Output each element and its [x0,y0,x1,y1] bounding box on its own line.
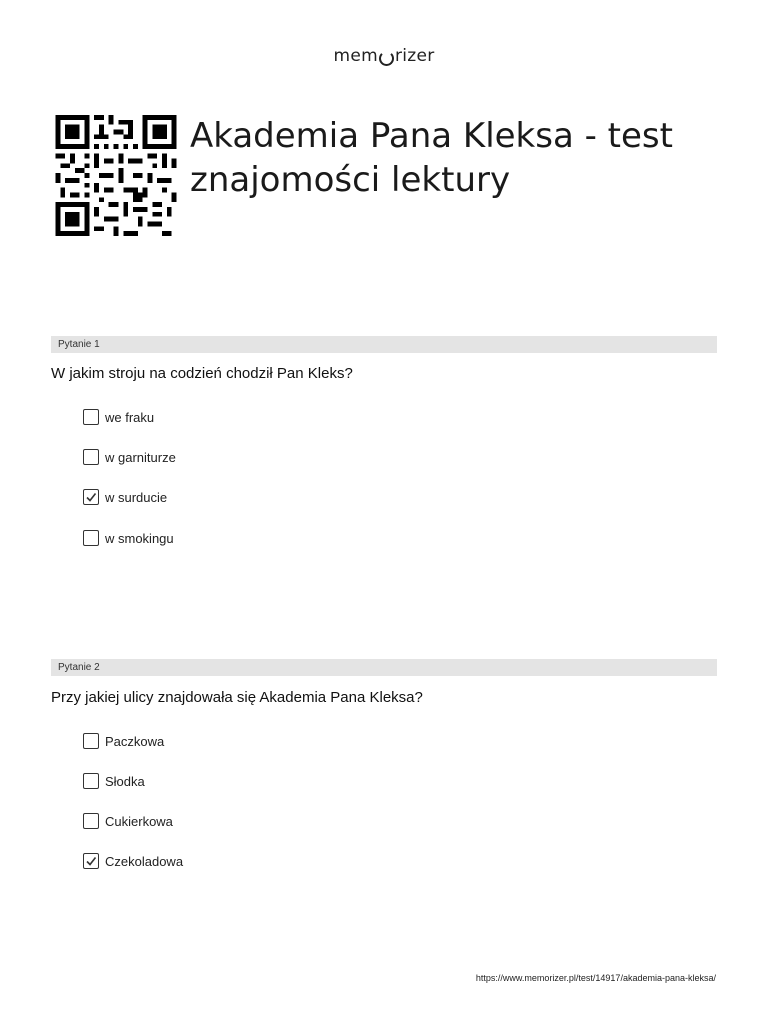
logo-o-icon [379,51,394,66]
question-header-1: Pytanie 1 [51,336,717,353]
title-line-2: znajomości lektury [190,160,511,200]
checkbox[interactable] [83,530,99,546]
checkbox[interactable] [83,813,99,829]
logo-text-suffix: rizer [394,46,435,66]
answer-option[interactable] [83,732,164,750]
footer-url-link[interactable]: https://www.memorizer.pl/test/14917/akademia-pana-kleksa/ [475,973,716,983]
page-title [190,114,750,202]
answer-option[interactable] [83,812,173,830]
checkbox-checked[interactable] [83,853,99,869]
answer-option[interactable] [83,488,167,506]
checkmark-icon [85,491,97,503]
answer-label: Czekoladowa [105,853,184,869]
question-text-2: Przy jakiej ulicy znajdowała się Akademia Pana Kleksa? [51,689,423,706]
answer-option[interactable] [83,448,176,466]
answer-label: w garniturze [105,449,176,465]
answer-label: w surducie [105,489,168,505]
question-header-2: Pytanie 2 [51,659,717,676]
answer-option[interactable] [83,529,174,547]
answer-option[interactable] [83,772,145,790]
answer-label: we fraku [105,409,155,425]
checkbox-checked[interactable] [83,489,99,505]
answer-label: Słodka [105,773,145,789]
answer-option[interactable] [83,852,183,870]
logo-text-prefix: mem [333,46,378,66]
checkmark-icon [85,855,97,867]
answer-label: Cukierkowa [105,813,173,829]
memorizer-logo[interactable] [0,46,768,66]
checkbox[interactable] [83,409,99,425]
answer-label: Paczkowa [105,733,165,749]
qr-code-icon [52,115,180,236]
checkbox[interactable] [83,449,99,465]
answer-label: w smokingu [105,530,174,546]
answer-option[interactable] [83,408,154,426]
checkbox[interactable] [83,773,99,789]
title-line-1: Akademia Pana Kleksa - test [190,116,673,156]
checkbox[interactable] [83,733,99,749]
question-text-1: W jakim stroju na codzień chodził Pan Kleks? [51,365,353,382]
